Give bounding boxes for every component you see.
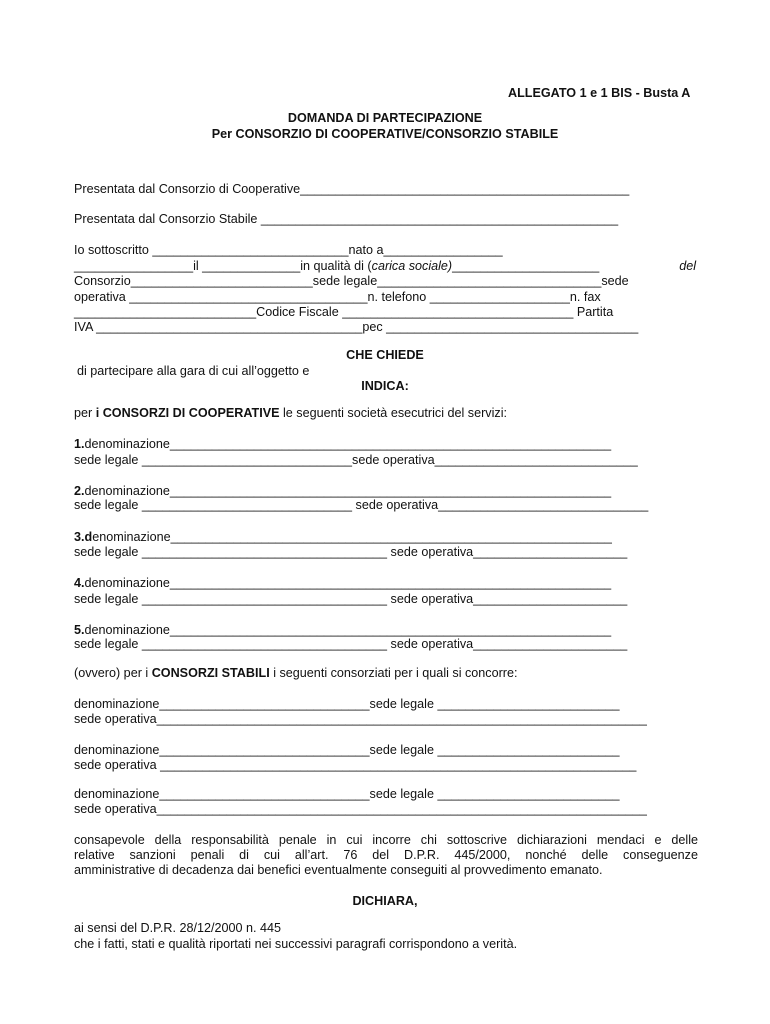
cooperativa-2-den-text: denominazione_______________________________________________________________: [84, 484, 612, 498]
indica-heading: INDICA:: [361, 379, 409, 393]
cooperativa-4-denominazione: [74, 576, 611, 591]
cooperativa-3-sede: sede legale ___________________________________ sede operativa______________________: [74, 545, 628, 559]
sottoscritto-line-1: Io sottoscritto ____________________________nato a_________________: [74, 243, 503, 257]
stabili-intro: [74, 666, 518, 681]
sottoscritto-line-6: IVA ______________________________________pec ____________________________________: [74, 320, 639, 334]
presentata-cooperative-line: Presentata dal Consorzio di Cooperative_______________________________________________: [74, 182, 630, 196]
cooperativa-4-sede: sede legale ___________________________________ sede operativa______________________: [74, 592, 628, 606]
cooperativa-1-number: 1.: [74, 437, 85, 451]
cooperativa-2-sede: sede legale ______________________________ sede operativa______________________________: [74, 498, 649, 512]
consorziato-1-sede-operativa: sede operativa______________________________________________________________________: [74, 712, 647, 726]
del-label: del: [679, 259, 696, 273]
sottoscritto-line-3: Consorzio__________________________sede legale________________________________sede: [74, 274, 629, 288]
cooperativa-1-sede: sede legale ______________________________sede operativa_____________________________: [74, 453, 638, 467]
cooperativa-3-denominazione: [74, 530, 612, 545]
chiede-text: di partecipare alla gara di cui all’oggetto e: [77, 364, 310, 378]
consapevole-line-1: consapevole della responsabilità penale in cui incorre chi sottoscrive dichiarazioni mendaci e delle: [74, 833, 698, 847]
document-subtitle: Per CONSORZIO DI COOPERATIVE/CONSORZIO STABILE: [211, 127, 559, 141]
cooperativa-3-den-text: enominazione_______________________________________________________________: [92, 530, 612, 544]
sottoscritto-line-5: __________________________Codice Fiscale _________________________________ Partita: [74, 305, 614, 319]
stabili-intro-pre: (ovvero) per i: [74, 666, 152, 680]
cooperativa-1-denominazione: [74, 437, 611, 452]
cooperative-intro: [74, 406, 507, 421]
consorziato-2-sede-operativa: sede operativa ____________________________________________________________________: [74, 758, 637, 772]
che-chiede-heading: CHE CHIEDE: [346, 348, 424, 362]
cooperativa-5-sede: sede legale ___________________________________ sede operativa______________________: [74, 637, 628, 651]
cooperativa-4-number: 4.: [74, 576, 85, 590]
stabili-intro-post: i seguenti consorziati per i quali si concorre:: [269, 666, 518, 680]
cooperativa-4-den-text: denominazione_______________________________________________________________: [84, 576, 612, 590]
cooperativa-5-number: 5.: [74, 623, 85, 637]
cooperativa-5-den-text: denominazione_______________________________________________________________: [84, 623, 612, 637]
cooperative-intro-bold: i CONSORZI DI COOPERATIVE: [95, 406, 280, 420]
dichiara-line-1: ai sensi del D.P.R. 28/12/2000 n. 445: [74, 921, 282, 935]
allegato-label: ALLEGATO 1 e 1 BIS - Busta A: [508, 86, 691, 100]
cooperativa-2-denominazione: [74, 484, 611, 499]
cooperativa-5-denominazione: [74, 623, 611, 638]
sottoscritto-line-2a: _________________il ______________in qualità di (: [74, 259, 372, 273]
sottoscritto-line-2c: _____________________: [452, 259, 600, 273]
dichiara-line-2: che i fatti, stati e qualità riportati nei successivi paragrafi corrispondono a verità.: [74, 937, 518, 951]
cooperativa-2-number: 2.: [74, 484, 85, 498]
dichiara-heading: DICHIARA,: [352, 894, 418, 908]
consorziato-3-denominazione: denominazione______________________________sede legale __________________________: [74, 787, 620, 801]
consorziato-1-denominazione: denominazione______________________________sede legale __________________________: [74, 697, 620, 711]
consorziato-3-sede-operativa: sede operativa______________________________________________________________________: [74, 802, 647, 816]
cooperative-intro-pre: per: [74, 406, 96, 420]
document-title: DOMANDA DI PARTECIPAZIONE: [287, 111, 483, 125]
sottoscritto-line-4: operativa __________________________________n. telefono ____________________n. fax: [74, 290, 601, 304]
consorziato-2-denominazione: denominazione______________________________sede legale __________________________: [74, 743, 620, 757]
consapevole-line-3: amministrative di decadenza dai benefici eventualmente conseguiti al provvedimento emanato.: [74, 863, 603, 877]
consapevole-line-2: relative sanzioni penali di cui all’art. 76 del D.P.R. 445/2000, nonché delle conseguenze: [74, 848, 698, 862]
cooperativa-1-den-text: denominazione_______________________________________________________________: [84, 437, 612, 451]
carica-sociale-label: carica sociale): [371, 259, 453, 273]
presentata-stabile-line: Presentata dal Consorzio Stabile ___________________________________________________: [74, 212, 619, 226]
sottoscritto-line-2: [74, 259, 696, 274]
cooperativa-3-number: 3.d: [74, 530, 93, 544]
stabili-intro-bold: CONSORZI STABILI: [151, 666, 270, 680]
cooperative-intro-post: le seguenti società esecutrici del servizi:: [279, 406, 507, 420]
